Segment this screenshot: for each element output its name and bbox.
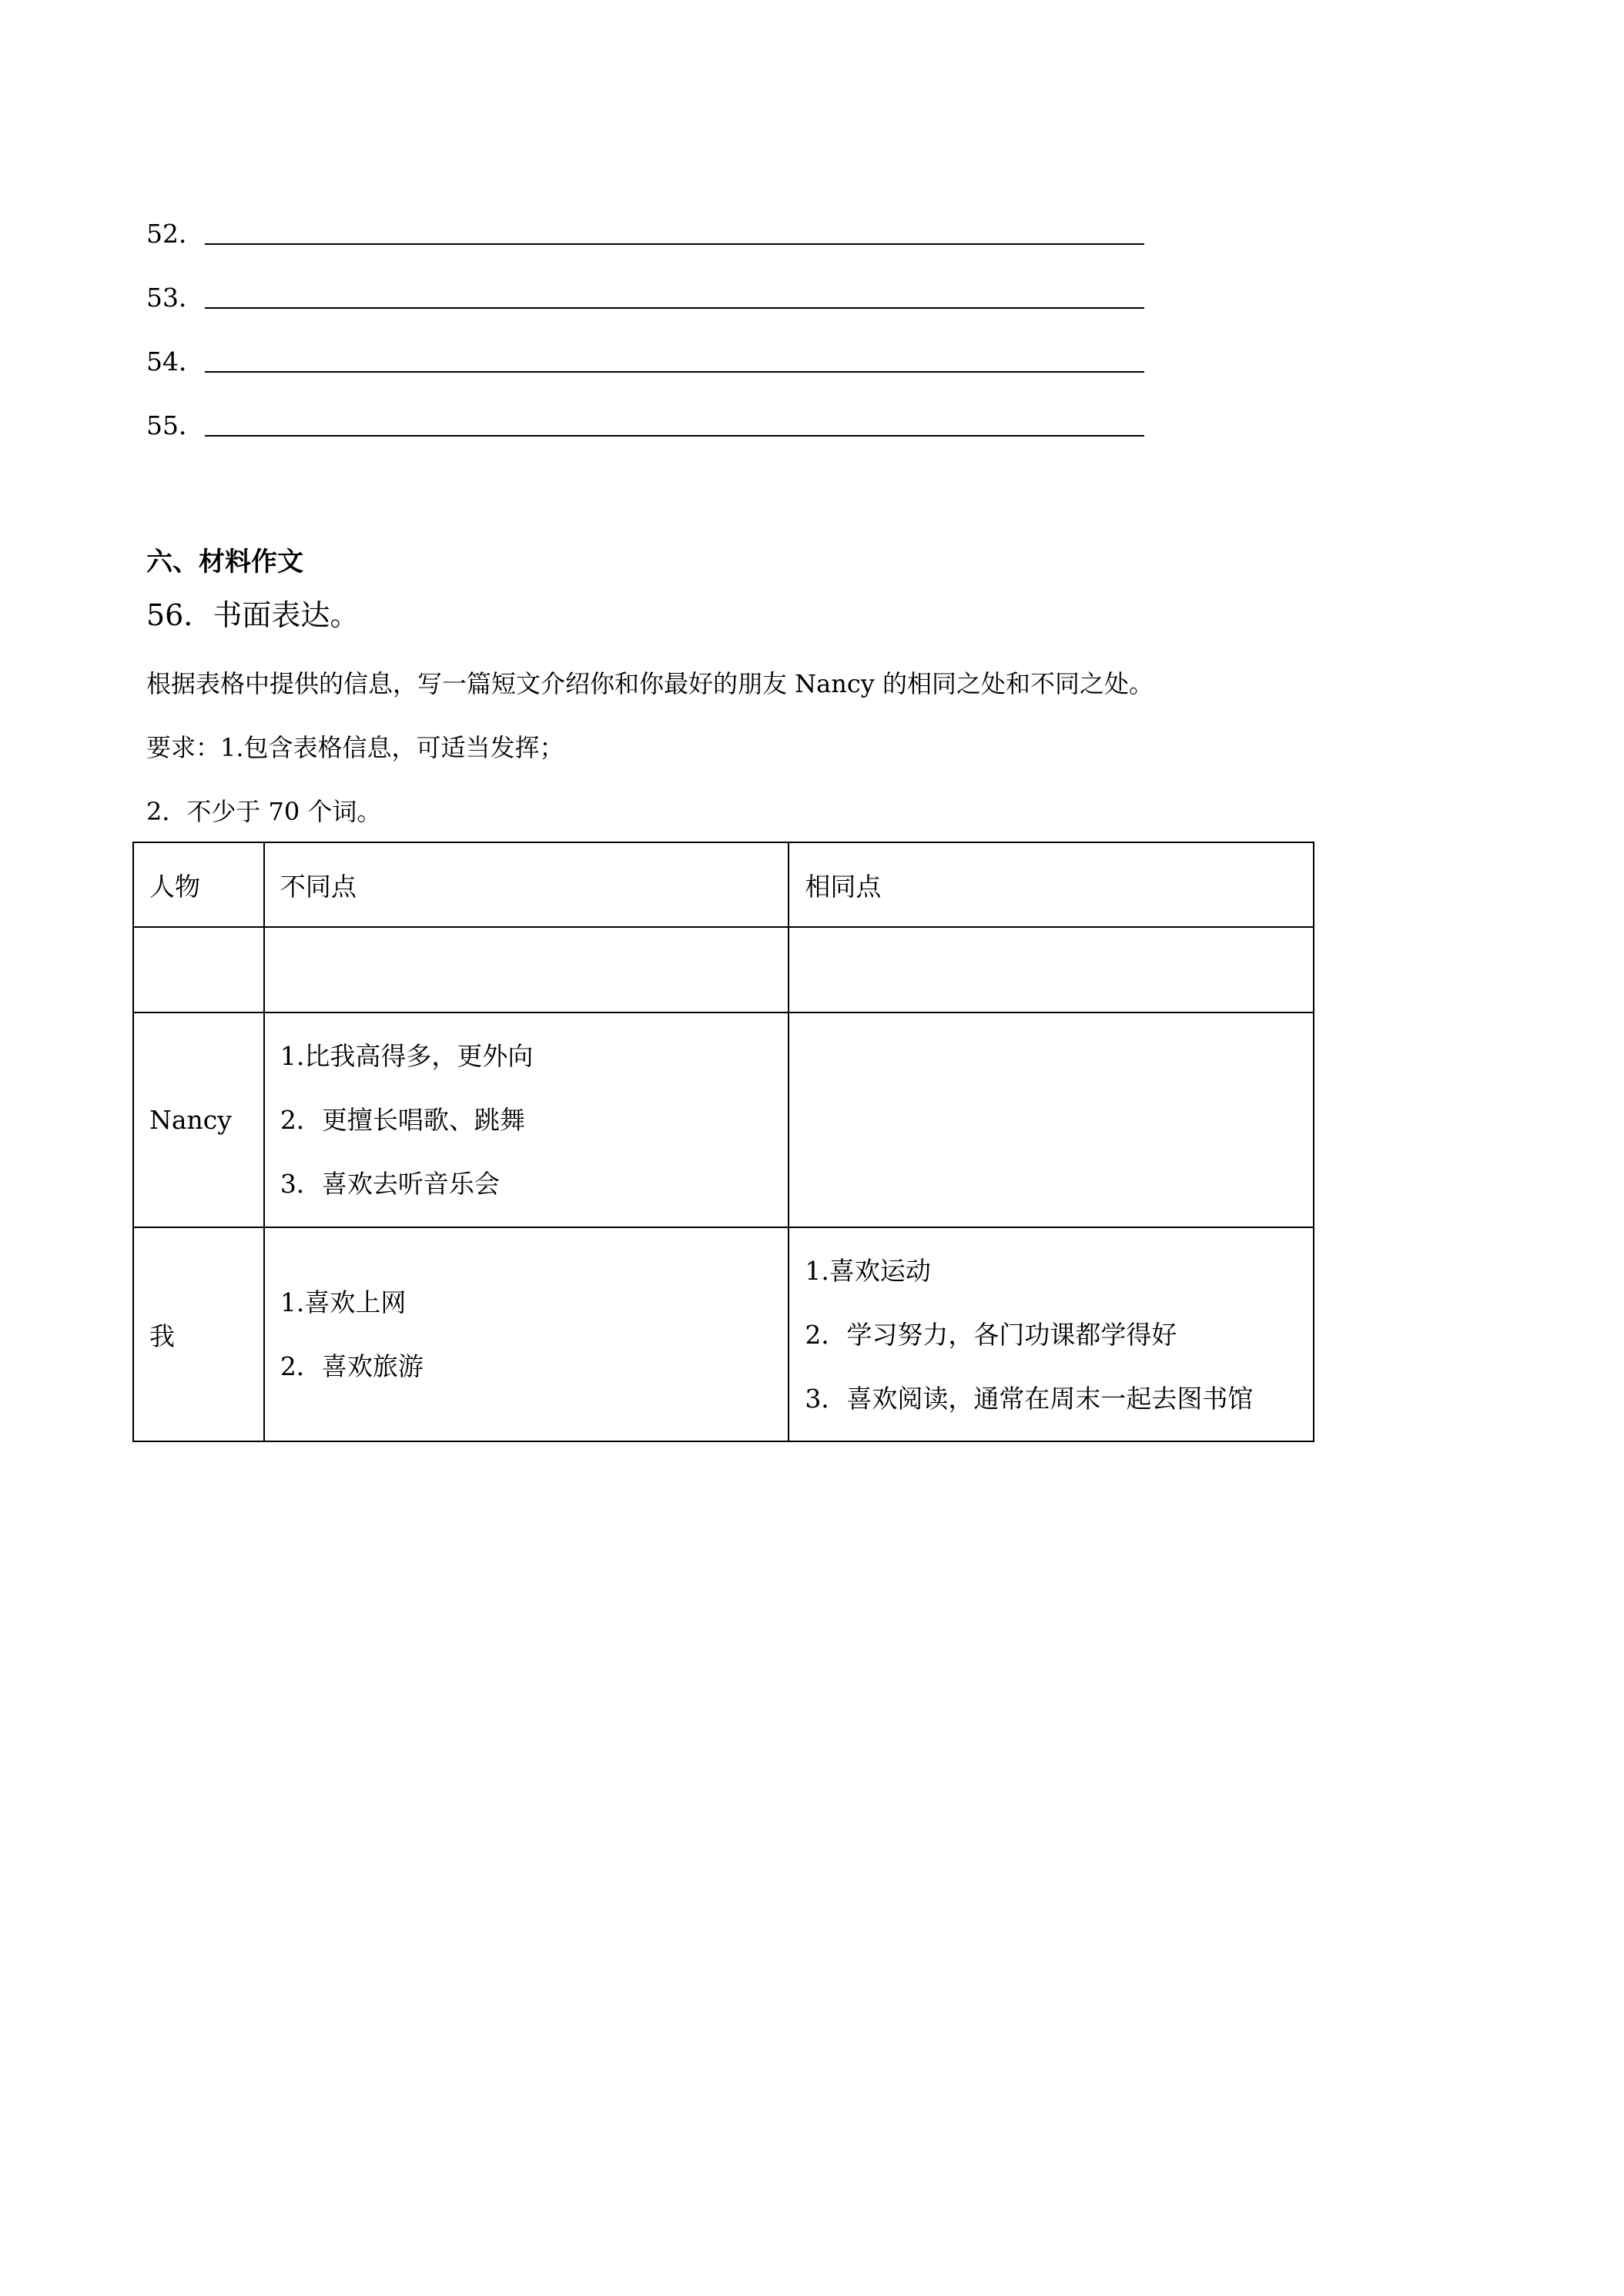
answer-number: 55． [146,410,204,440]
answer-line-53 [146,278,1147,313]
answer-blank [205,371,1144,373]
cell-person: Nancy [133,1012,264,1227]
section-title: 六、材料作文 [146,547,303,577]
difference-item: 2．喜欢旅游 [280,1351,424,1381]
requirement-1: 要求：1.包含表格信息，可适当发挥； [146,733,564,762]
table-row-nancy [133,1012,1314,1227]
answer-blank [205,243,1144,245]
answer-line-52 [146,214,1147,249]
cell-similarities [789,927,1314,1012]
cell-similarities [789,1227,1314,1441]
answer-blank [205,307,1144,309]
cell-similarities [789,1012,1314,1227]
answer-number: 53． [146,283,204,313]
similarity-item: 1.喜欢运动 [805,1255,931,1286]
info-table [132,842,1314,1442]
answer-number: 54． [146,346,204,377]
question-title: 56．书面表达。 [146,598,360,632]
difference-item: 2．更擅长唱歌、跳舞 [280,1105,525,1135]
header-person: 人物 [133,842,264,927]
header-differences: 不同点 [264,842,789,927]
table-header-row [133,842,1314,927]
requirement-2: 2．不少于 70 个词。 [146,797,382,826]
cell-person [133,927,264,1012]
difference-item: 3．喜欢去听音乐会 [280,1169,500,1199]
question-instruction: 根据表格中提供的信息，写一篇短文介绍你和你最好的朋友 Nancy 的相同之处和不同之处。 [146,669,1154,698]
similarity-item: 3．喜欢阅读，通常在周末一起去图书馆 [805,1383,1254,1414]
cell-differences [264,1227,789,1441]
answer-blank [205,435,1144,437]
answer-number: 52． [146,219,204,249]
answer-line-55 [146,406,1147,441]
similarity-item: 2．学习努力，各门功课都学得好 [805,1319,1177,1350]
table-row-empty [133,927,1314,1012]
cell-differences [264,927,789,1012]
table-row-me [133,1227,1314,1441]
answer-line-54 [146,342,1147,377]
cell-differences [264,1012,789,1227]
header-similarities: 相同点 [789,842,1314,927]
cell-person: 我 [133,1227,264,1441]
difference-item: 1.比我高得多，更外向 [280,1041,534,1071]
difference-item: 1.喜欢上网 [280,1287,407,1317]
